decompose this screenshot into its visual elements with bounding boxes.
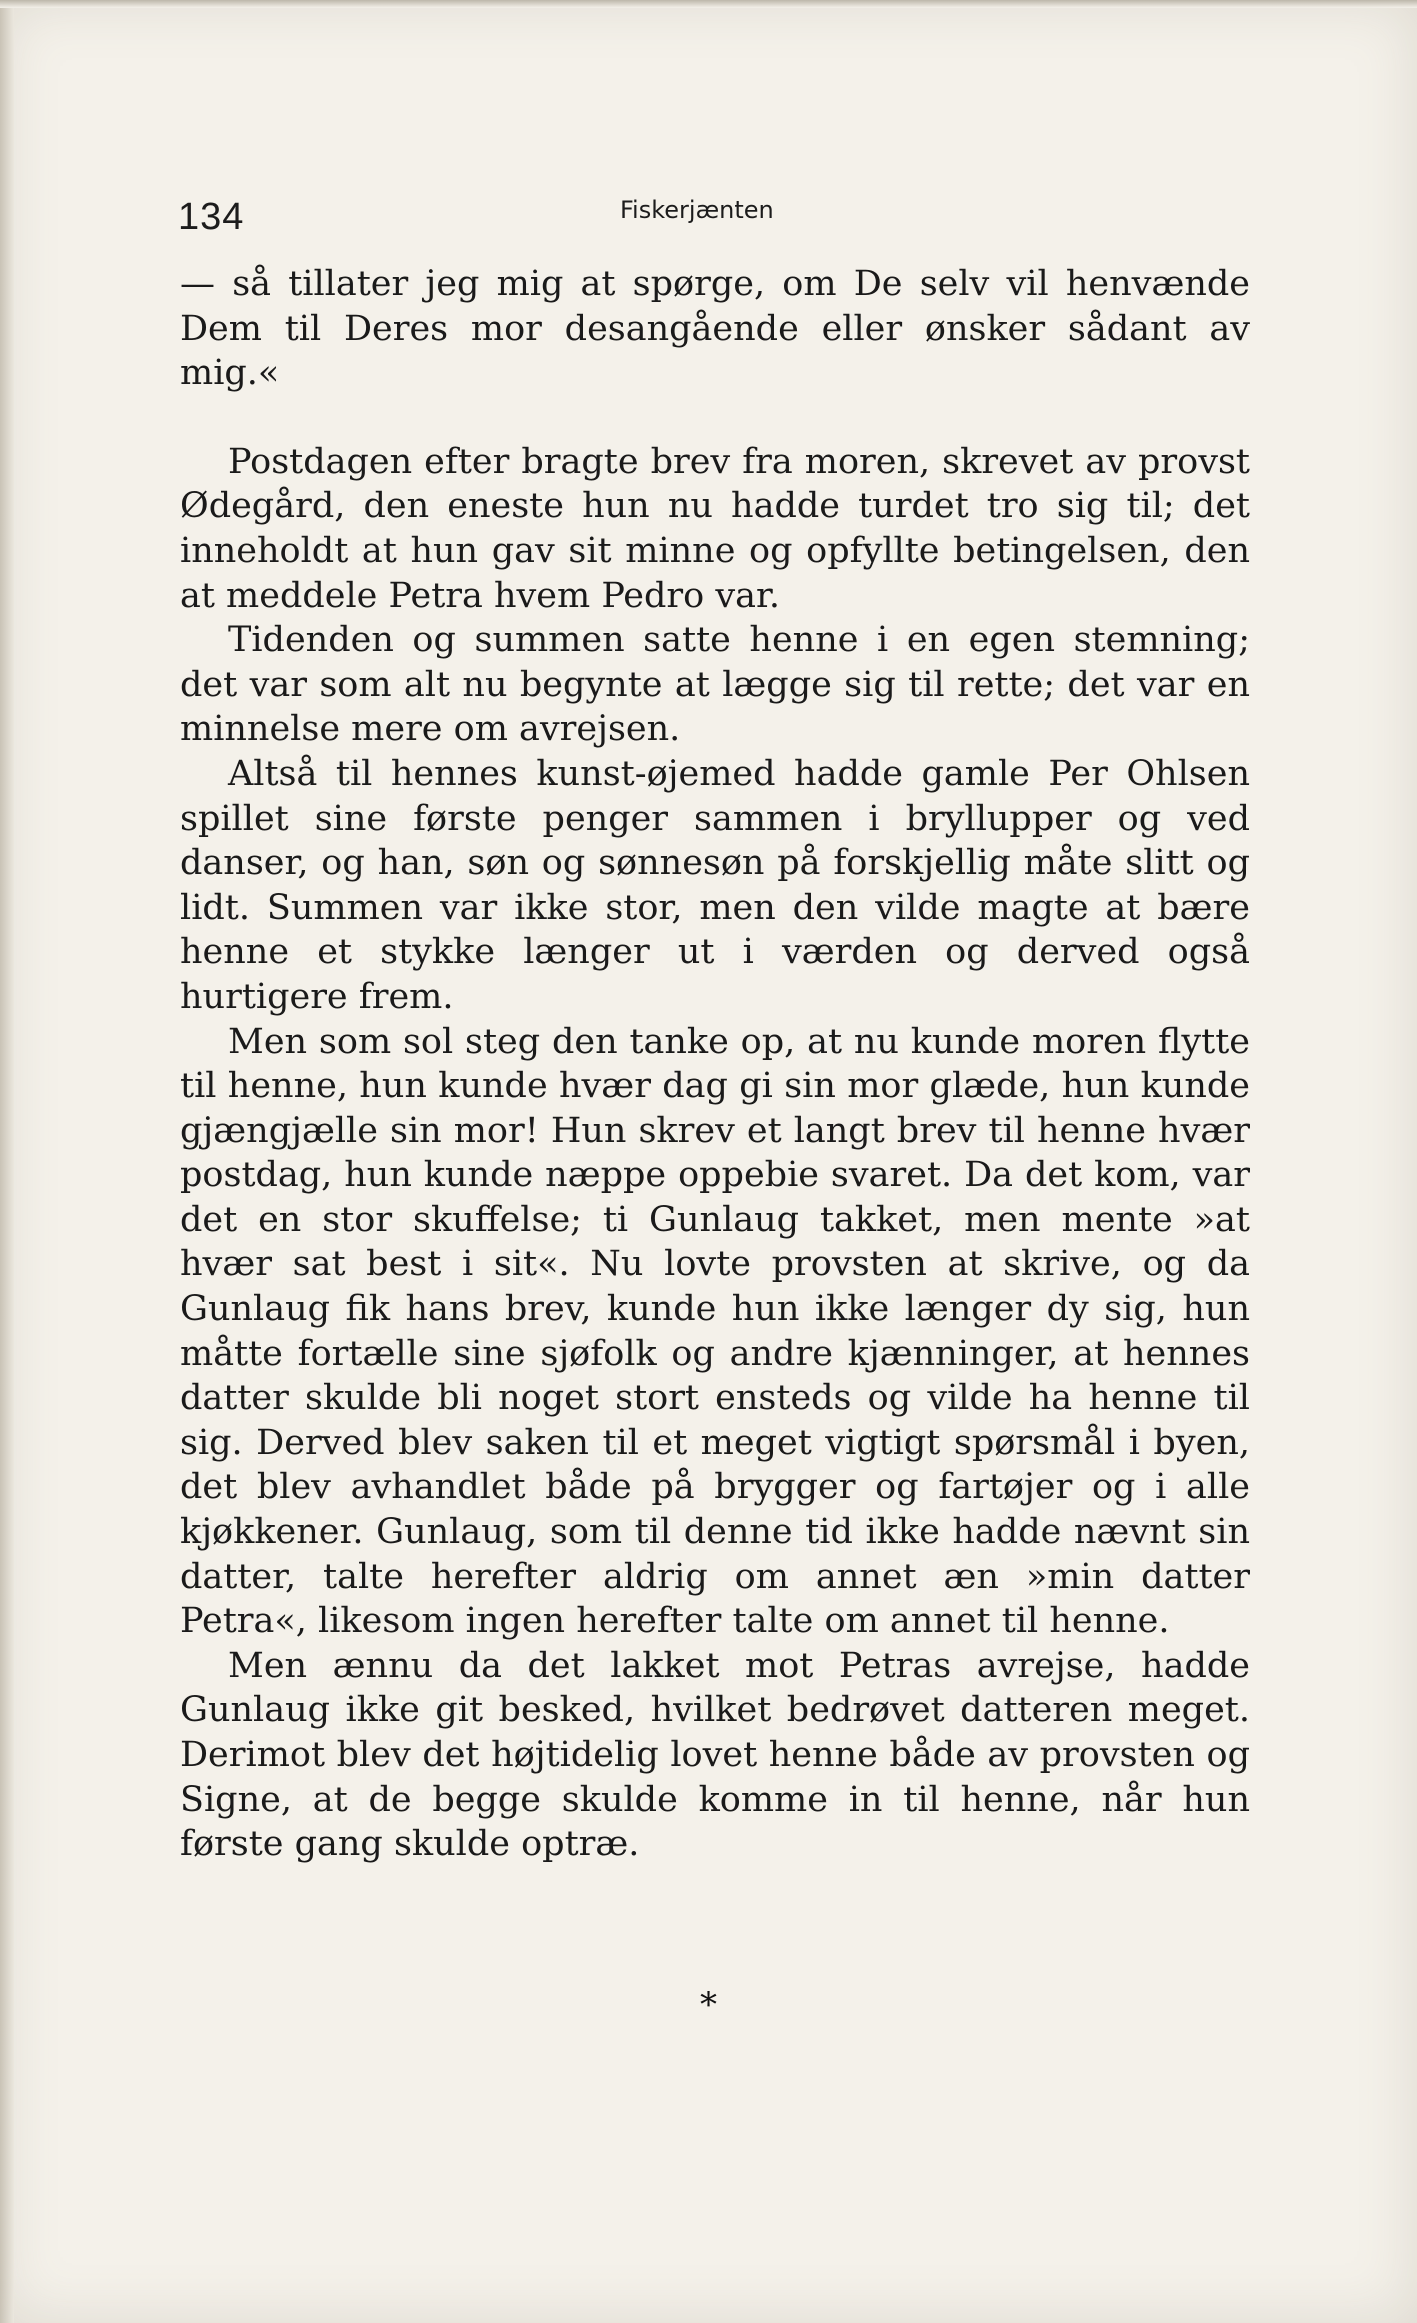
page-edge-shadow	[0, 0, 14, 2323]
page-top-edge	[0, 0, 1417, 8]
paragraph: Men som sol steg den tanke op, at nu kunde moren flytte til henne, hun kunde hvær dag gi sin mor glæde, hun kunde gjængjælle sin mor! Hun skrev et langt brev til henne hvær postdag, hun kunde næppe oppebie svaret. Da det kom, var det en stor skuffelse; ti Gunlaug takket, men mente »at hvær sat best i sit«. Nu lovte provsten at skrive, og da Gunlaug fik hans brev, kunde hun ikke længer dy sig, hun måtte fortælle sine sjøfolk og andre kjænninger, at hennes datter skulde bli noget stort ensteds og vilde ha henne til sig. Derved blev saken til et meget vigtigt spørsmål i byen, det blev avhandlet både på brygger og fartøjer og i alle kjøkkener. Gunlaug, som til denne tid ikke hadde nævnt sin datter, talte herefter aldrig om annet æn »min datter Petra«, likesom ingen herefter talte om annet til henne.	[180, 1021, 1250, 1642]
page-number: 134	[178, 196, 245, 238]
paragraph: Tidenden og summen satte henne i en egen stemning; det var som alt nu begynte at lægge sig til rette; det var en minnelse mere om avrejsen.	[180, 620, 1250, 750]
running-head: Fiskerjænten	[620, 196, 774, 224]
section-break-mark: *	[700, 1985, 717, 2025]
paragraph: Men ænnu da det lakket mot Petras avrejse, hadde Gunlaug ikke git besked, hvilket bedrøvet datteren meget. Derimot blev det højtidelig lovet henne både av provsten og Signe, at de begge skulde komme in til henne, når hun første gang skulde optræ.	[180, 1645, 1250, 1865]
paragraph: — så tillater jeg mig at spørge, om De selv vil henvænde Dem til Deres mor desangående eller ønsker sådant av mig.«	[180, 264, 1250, 394]
body-text	[180, 262, 1250, 1867]
paragraph: Postdagen efter bragte brev fra moren, skrevet av provst Ødegård, den eneste hun nu hadde turdet tro sig til; det inneholdt at hun gav sit minne og opfyllte betingelsen, den at meddele Petra hvem Pedro var.	[180, 441, 1250, 616]
paragraph: Altså til hennes kunst-øjemed hadde gamle Per Ohlsen spillet sine første penger sammen i bryllupper og ved danser, og han, søn og sønnesøn på forskjellig måte slitt og lidt. Summen var ikke stor, men den vilde magte at bære henne et stykke længer ut i værden og derved også hurtigere frem.	[180, 753, 1250, 1017]
